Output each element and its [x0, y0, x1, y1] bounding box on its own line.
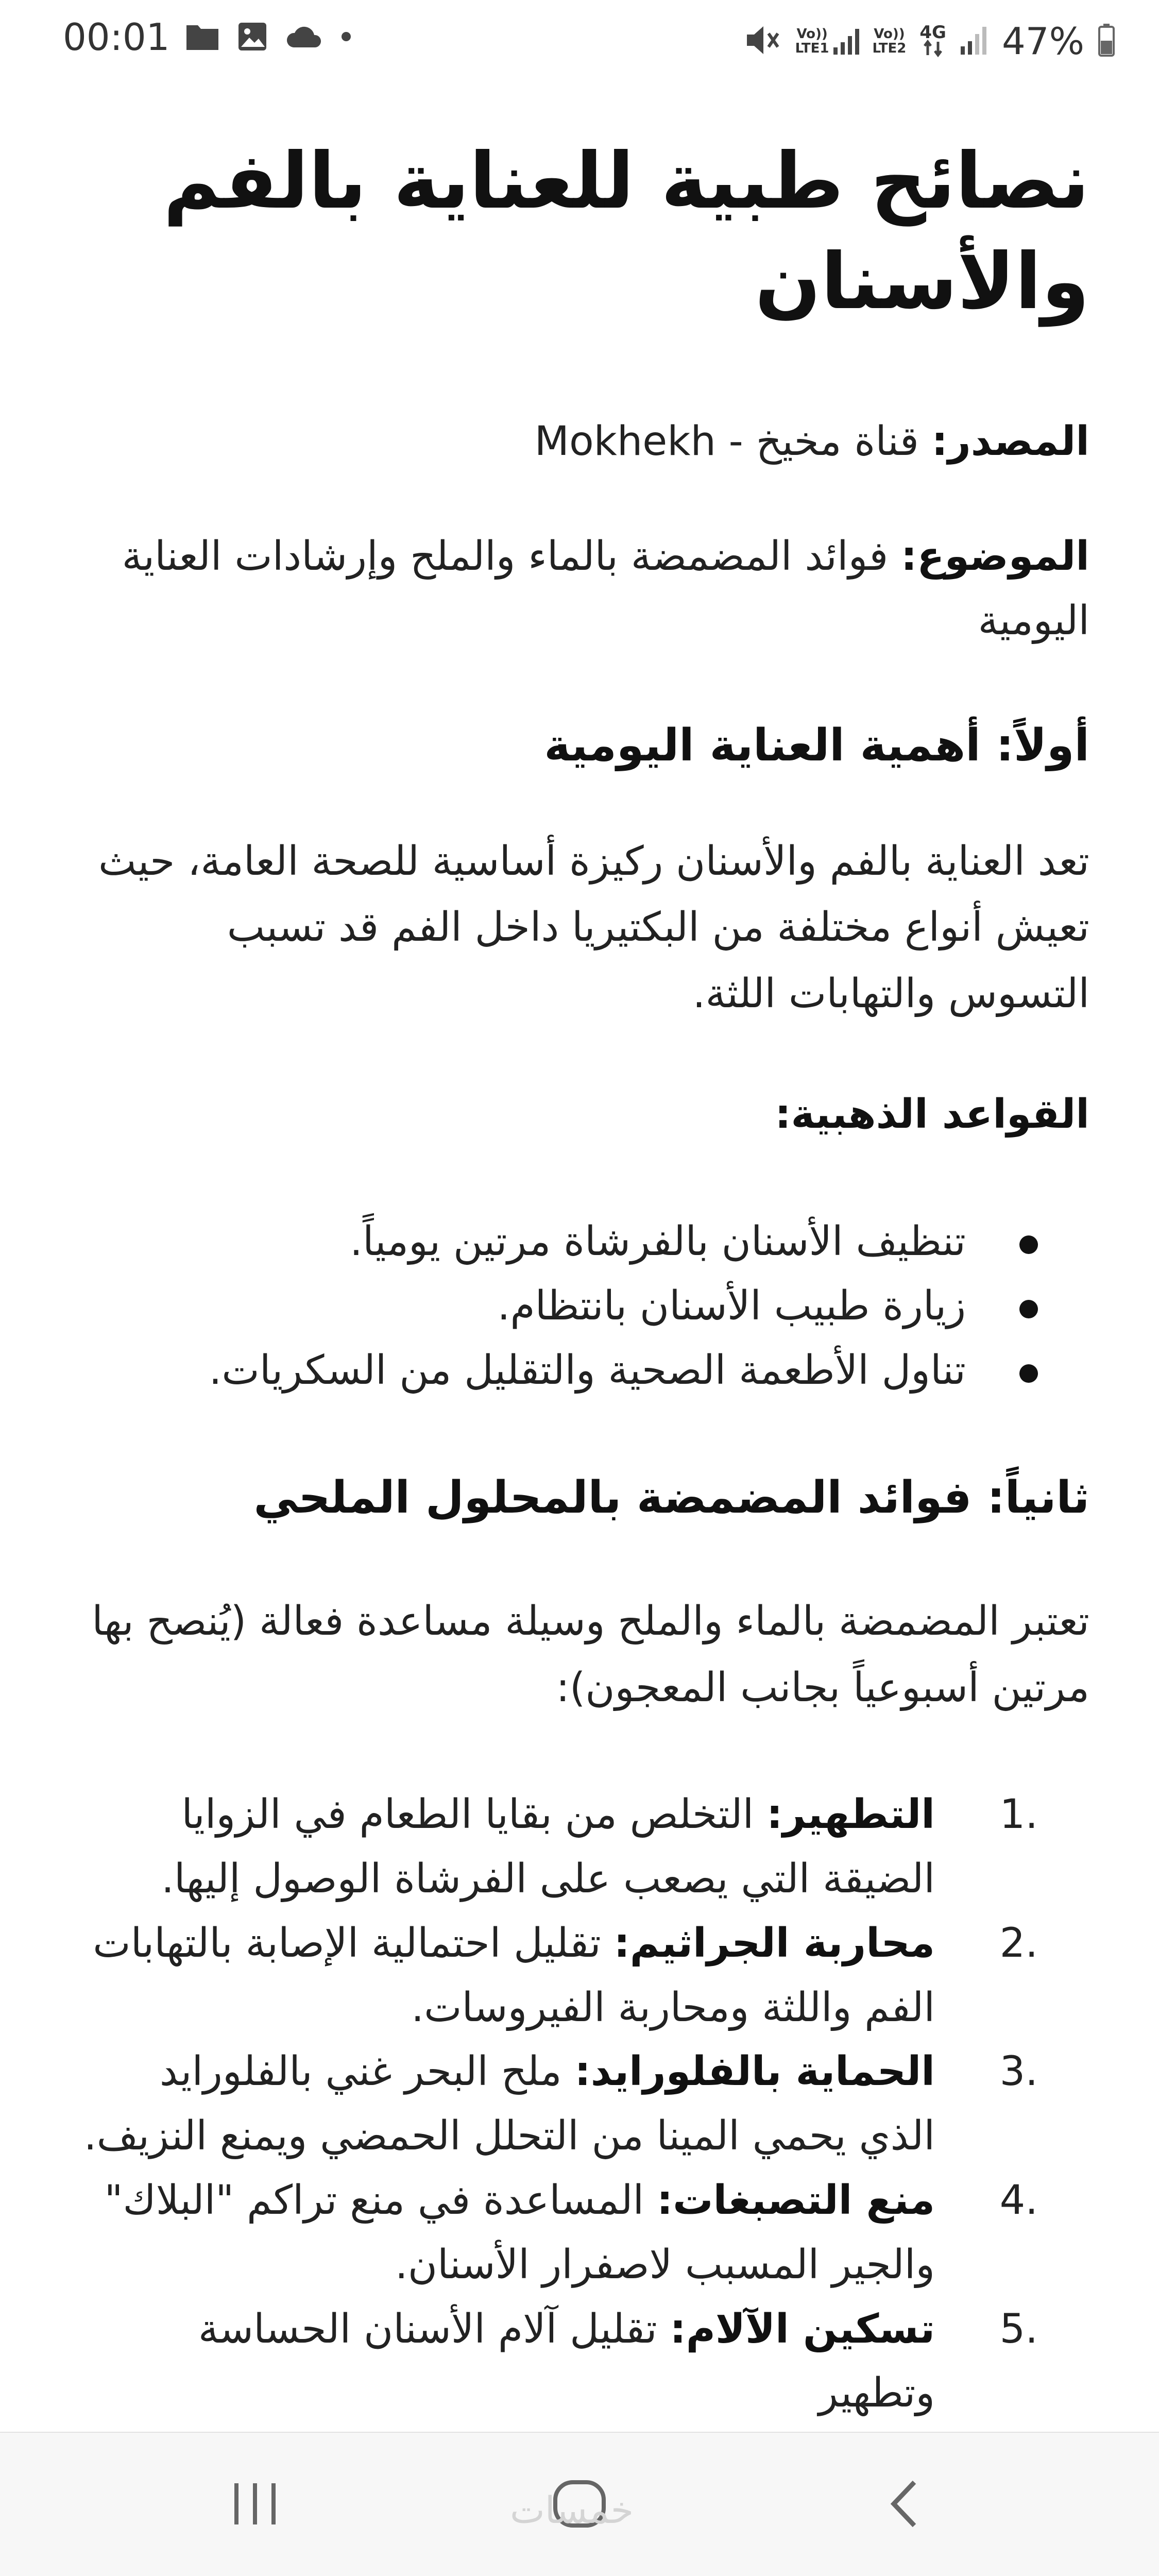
list-item: زيارة طبيب الأسنان بانتظام.: [77, 1274, 966, 1338]
data-arrows-icon: [919, 22, 946, 57]
source-value: قناة مخيخ - Mokhekh: [534, 418, 919, 465]
source-line: [77, 410, 1089, 474]
item-label: التطهير:: [766, 1791, 935, 1838]
item-number: 2.: [999, 1920, 1038, 1967]
item-number: 3.: [999, 2048, 1038, 2095]
network-type: 4G: [919, 22, 946, 43]
benefits-list: [77, 1783, 1089, 2426]
dot-icon: [340, 30, 352, 45]
back-chevron-icon: [886, 2478, 922, 2532]
gallery-icon: [237, 21, 268, 54]
item-text: تقليل احتمالية الإصابة بالتهابات الفم واللثة ومحاربة الفيروسات.: [93, 1920, 935, 2031]
section1-paragraph: تعد العناية بالفم والأسنان ركيزة أساسية للصحة العامة، حيث تعيش أنواع مختلفة من البكتيريا داخل الفم قد تسبب التسوس والتهابات اللثة.: [98, 838, 1089, 1018]
battery-icon: [1098, 23, 1115, 59]
item-label: منع التصبغات:: [656, 2177, 935, 2224]
list-item: [77, 1911, 1038, 2040]
folder-icon: [185, 22, 219, 53]
list-item: [77, 2297, 1038, 2426]
back-button[interactable]: [853, 2474, 956, 2536]
item-label: الحماية بالفلورايد:: [574, 2048, 935, 2095]
source-label: المصدر:: [931, 418, 1089, 465]
status-right-icons: [744, 15, 1115, 67]
item-number: 4.: [999, 2177, 1038, 2224]
list-item: [77, 1783, 1038, 1911]
item-number: 1.: [999, 1791, 1038, 1838]
sim1-label-bottom: LTE1: [795, 41, 829, 56]
article-content: [77, 131, 1089, 2426]
status-left-icons: [185, 20, 352, 56]
golden-rules-list: [77, 1210, 1089, 1402]
list-item: [77, 2168, 1038, 2297]
list-item: [77, 2040, 1038, 2168]
sim1-label-top: Vo)): [796, 26, 828, 42]
item-text: تقليل آلام الأسنان الحساسة وتطهير: [198, 2306, 935, 2417]
section1-heading: أولاً: أهمية العناية اليومية: [544, 720, 1089, 772]
signal-sim2-icon: [873, 27, 907, 56]
cloud-icon: [285, 24, 322, 52]
golden-rules-heading: القواعد الذهبية:: [775, 1091, 1089, 1138]
item-number: 5.: [999, 2306, 1038, 2352]
page-title: نصائح طبية للعناية بالفم والأسنان: [163, 137, 1089, 327]
signal-icon: [960, 25, 988, 58]
section2-heading: ثانياً: فوائد المضمضة بالمحلول الملحي: [253, 1472, 1089, 1524]
list-item: تنظيف الأسنان بالفرشاة مرتين يومياً.: [77, 1210, 966, 1274]
list-item: تناول الأطعمة الصحية والتقليل من السكريات.: [77, 1338, 966, 1403]
watermark: خمسات: [510, 2488, 634, 2532]
topic-value: فوائد المضمضة بالماء والملح وإرشادات العناية اليومية: [122, 533, 1089, 644]
section2-paragraph: تعتبر المضمضة بالماء والملح وسيلة مساعدة فعالة (يُنصح بها مرتين أسبوعياً بجانب المعجون):: [92, 1598, 1089, 1711]
sim2-label-top: Vo)): [874, 26, 905, 42]
item-text: التخلص من بقايا الطعام في الزوايا الضيقة التي يصعب على الفرشاة الوصول إليها.: [161, 1791, 935, 1902]
status-time: 00:01: [63, 15, 170, 59]
item-text: ملح البحر غني بالفلورايد الذي يحمي المينا من التحلل الحمضي ويمنع النزيف.: [83, 2048, 935, 2160]
status-bar: [0, 0, 1159, 85]
topic-line: [77, 524, 1089, 653]
mute-icon: [744, 22, 782, 60]
sim2-label-bottom: LTE2: [872, 41, 907, 56]
signal-sim1-icon: [795, 27, 859, 56]
item-text: المساعدة في منع تراكم "البلاك" والجير المسبب لاصفرار الأسنان.: [104, 2177, 935, 2288]
battery-percent: 47%: [1001, 20, 1084, 63]
topic-label: الموضوع:: [901, 533, 1089, 580]
recent-apps-icon: [229, 2481, 281, 2529]
recent-apps-button[interactable]: [203, 2474, 306, 2536]
item-label: تسكين الآلام:: [670, 2306, 935, 2352]
item-label: محاربة الجراثيم:: [613, 1920, 935, 1967]
